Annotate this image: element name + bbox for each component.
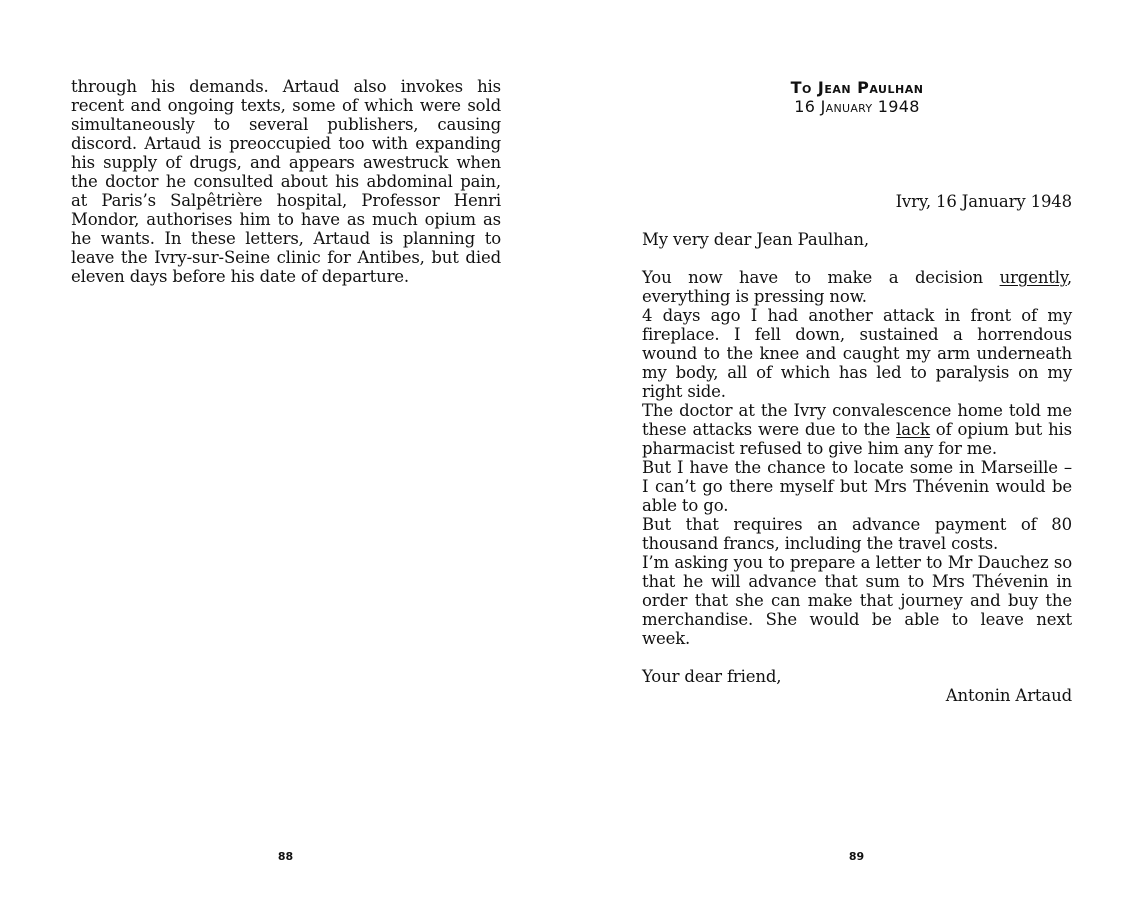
letter-paragraph-1 xyxy=(642,268,1072,306)
letter-paragraph-6: I’m asking you to prepare a letter to Mr Dauchez so that he will advance that sum to Mrs Thévenin in order that she can make that journey and buy the merchandise. She would be able to leave next week. xyxy=(642,553,1072,648)
paragraph-3-text-b: of opium but his pharmacist refused to give him any for me. xyxy=(642,420,1072,458)
letter-title: To Jean Paulhan xyxy=(790,78,924,97)
paragraph-1-text-b: , everything is pressing now. xyxy=(642,268,1072,306)
letter-date: 16 January 1948 xyxy=(794,97,920,116)
letter-paragraph-2: 4 days ago I had another attack in front of my fireplace. I fell down, sustained a horrendous wound to the knee and caught my arm underneath my body, all of which has led to paralysis on my right side. xyxy=(642,306,1072,401)
closing: Your dear friend, xyxy=(642,667,782,686)
salutation: My very dear Jean Paulhan, xyxy=(642,230,869,249)
paragraph-3-text-a: The doctor at the Ivry convalescence home told me these attacks were due to the xyxy=(642,401,1072,439)
signature: Antonin Artaud xyxy=(945,686,1072,705)
letter-paragraph-3 xyxy=(642,401,1072,458)
page-number-left: 88 xyxy=(277,850,294,863)
letter-header xyxy=(642,78,1072,116)
spacer xyxy=(642,648,1072,667)
underlined-lack: lack xyxy=(896,420,930,439)
intro-paragraph: through his demands. Artaud also invokes his recent and ongoing texts, some of which were sold simultaneously to several publishers, causing discord. Artaud is preoccupied too with expanding his supply of drugs, and appears awestruck when the doctor he consulted about his abdominal pain, at Paris’s Salpêtrière hospital, Professor Henri Mondor, authorises him to have as much opium as he wants. In these letters, Artaud is planning to leave the Ivry-sur-Seine clinic for Antibes, but died eleven days before his date of departure. xyxy=(71,77,501,286)
letter-paragraph-5: But that requires an advance payment of 80 thousand francs, including the travel costs. xyxy=(642,515,1072,553)
underlined-urgently: urgently xyxy=(999,268,1067,287)
spacer xyxy=(642,249,1072,268)
place-date: Ivry, 16 January 1948 xyxy=(895,192,1072,211)
paragraph-1-text-a: You now have to make a decision xyxy=(642,268,1000,287)
page-number-right: 89 xyxy=(848,850,865,863)
right-page xyxy=(571,0,1142,904)
spacer xyxy=(642,211,1072,230)
letter-paragraph-4: But I have the chance to locate some in Marseille – I can’t go there myself but Mrs Thévenin would be able to go. xyxy=(642,458,1072,515)
letter-body xyxy=(642,192,1072,705)
